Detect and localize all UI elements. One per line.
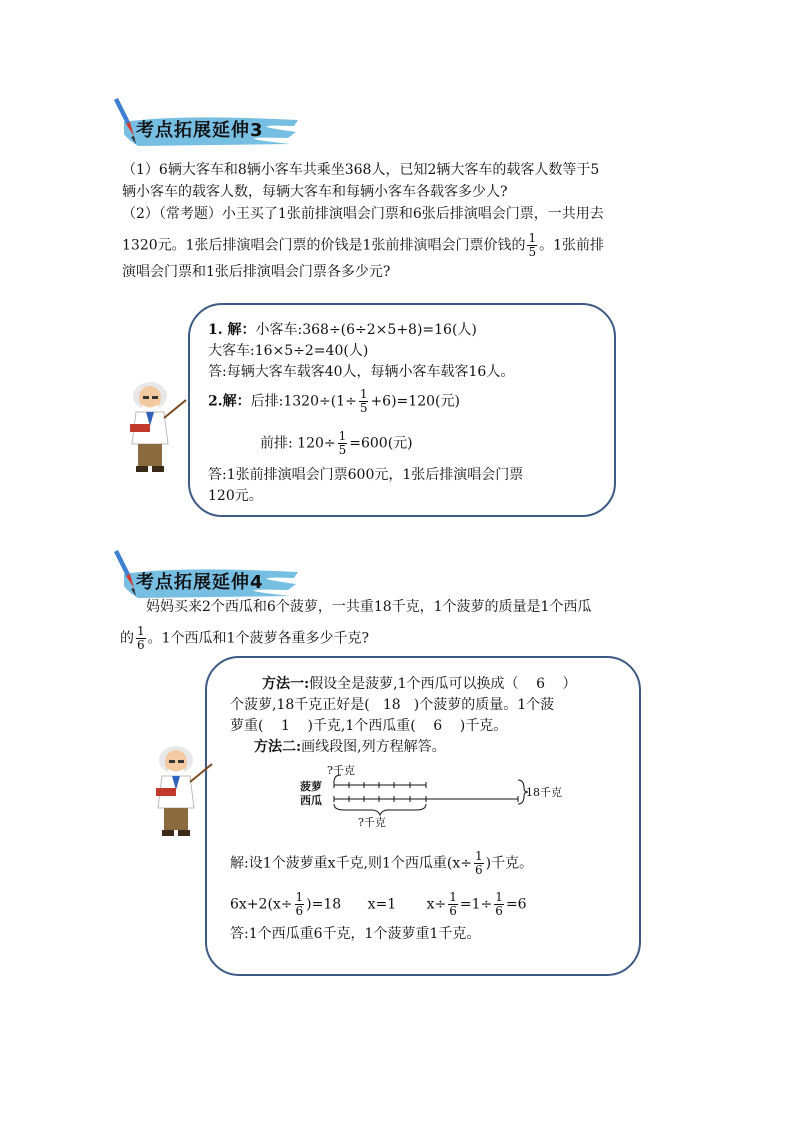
question-2-line1: （2）（常考题）小王买了1张前排演唱会门票和6张后排演唱会门票，一共用去 xyxy=(122,206,604,222)
solution-text: 6x+2(x÷ xyxy=(230,896,293,913)
question-text: 的 xyxy=(120,630,134,647)
question-2-line2-tail: 。1张前排 xyxy=(539,237,605,254)
section-title: 考点拓展延伸4 xyxy=(136,572,264,593)
answer-text: 后排:1320÷(1÷ xyxy=(250,393,357,410)
question-2-line2-text: 1320元。1张后排演唱会门票的价钱是1张前排演唱会门票价钱的 xyxy=(122,237,526,254)
answer-label: 1. 解： xyxy=(208,322,256,338)
solution-line3: 答:1个西瓜重6千克，1个菠萝重1千克。 xyxy=(230,926,481,942)
solution-text: x÷ xyxy=(426,896,447,913)
fraction: $\frac{1}{6}$ xyxy=(495,890,503,918)
answer3-line6: 答:1张前排演唱会门票600元，1张后排演唱会门票 xyxy=(208,467,524,483)
solution-text: x=1 xyxy=(367,896,397,913)
diagram-melon-label: 西瓜 xyxy=(300,794,322,807)
section-title: 考点拓展延伸3 xyxy=(136,120,264,141)
solution-text: x÷ xyxy=(452,855,472,872)
fraction: $\frac{1}{5}$ xyxy=(528,231,537,259)
diagram-pineapple-label: 菠萝 xyxy=(300,780,322,793)
fill-blank: 18 xyxy=(382,697,401,713)
method-text: )千克,1个西瓜重( xyxy=(307,718,416,734)
method-label: 方法二: xyxy=(254,739,302,755)
answer3-line2: 大客车:16×5÷2=40(人) xyxy=(208,343,369,359)
solution-text: =1÷ xyxy=(459,896,493,913)
fraction: $\frac{1}{6}$ xyxy=(295,890,304,918)
method-text: ） xyxy=(562,676,577,692)
question-1-line2: 辆小客车的载客人数，每辆大客车和每辆小客车各载客多少人? xyxy=(122,184,508,200)
section-banner xyxy=(118,110,303,148)
question-2-line2 xyxy=(122,232,604,259)
answer3-line7: 120元。 xyxy=(208,488,263,504)
diagram-top-label: ?千克 xyxy=(327,764,355,777)
method-text: 萝重( xyxy=(230,718,264,734)
solution-text: 解:设1个菠萝重x千克,则1个西瓜重( xyxy=(230,855,453,872)
method-label: 方法一: xyxy=(262,676,310,692)
method2-line1 xyxy=(254,737,446,757)
answer3-line3: 答:每辆大客车载客40人，每辆小客车载客16人。 xyxy=(208,364,515,380)
answer3-line4 xyxy=(208,388,460,415)
fill-blank: 1 xyxy=(281,718,290,734)
method1-line1 xyxy=(262,674,577,694)
method-text: 个菠萝,18千克正好是( xyxy=(230,697,370,713)
solution-line2 xyxy=(230,891,527,918)
answer3-line5 xyxy=(260,430,413,457)
segment-lines xyxy=(300,762,600,832)
fraction: $\frac{1}{5}$ xyxy=(359,387,368,415)
answer3-line1 xyxy=(208,320,477,340)
segment-diagram xyxy=(300,762,600,832)
solution-text: =6 xyxy=(505,896,527,913)
diagram-total-label: 18千克 xyxy=(526,786,562,799)
method1-line2 xyxy=(230,695,554,715)
section-banner xyxy=(118,562,303,600)
method-text: 假设全是菠萝,1个西瓜可以换成（ xyxy=(309,676,519,692)
fill-blank: 6 xyxy=(433,718,443,734)
fraction: $\frac{1}{6}$ xyxy=(474,849,483,877)
answer-text: 前排: 120÷ xyxy=(260,435,336,452)
question-text: 。1个西瓜和1个菠萝各重多少千克? xyxy=(147,630,369,647)
method-text: )个菠萝的质量。1个菠 xyxy=(413,697,555,713)
professor-icon xyxy=(124,378,190,476)
professor-icon xyxy=(150,742,216,840)
fraction: $\frac{1}{6}$ xyxy=(449,890,457,918)
answer-text: +6)=120(元) xyxy=(370,393,460,410)
method1-line3 xyxy=(230,716,507,736)
diagram-bottom-label: ?千克 xyxy=(358,816,386,829)
fraction: $\frac{1}{6}$ xyxy=(137,624,145,652)
question-1-line1: （1）6辆大客车和8辆小客车共乘坐368人，已知2辆大客车的载客人数等于5 xyxy=(122,162,600,178)
solution-line1 xyxy=(230,850,533,877)
solution-text: )=18 xyxy=(306,896,342,913)
fraction: $\frac{1}{5}$ xyxy=(338,429,347,457)
answer-text: =600(元) xyxy=(349,435,413,452)
answer-text: 小客车:368÷(6÷2×5+8)=16(人) xyxy=(255,322,477,338)
question-4-line1: 妈妈买来2个西瓜和6个菠萝，一共重18千克，1个菠萝的质量是1个西瓜 xyxy=(146,599,592,615)
question-4-line2 xyxy=(120,625,369,652)
method-text: 画线段图,列方程解答。 xyxy=(301,739,446,755)
solution-text: )千克。 xyxy=(485,855,534,872)
method-text: )千克。 xyxy=(459,718,508,734)
question-2-line3: 演唱会门票和1张后排演唱会门票各多少元? xyxy=(122,264,391,280)
answer-label: 2.解： xyxy=(208,393,251,410)
fill-blank: 6 xyxy=(536,676,545,692)
